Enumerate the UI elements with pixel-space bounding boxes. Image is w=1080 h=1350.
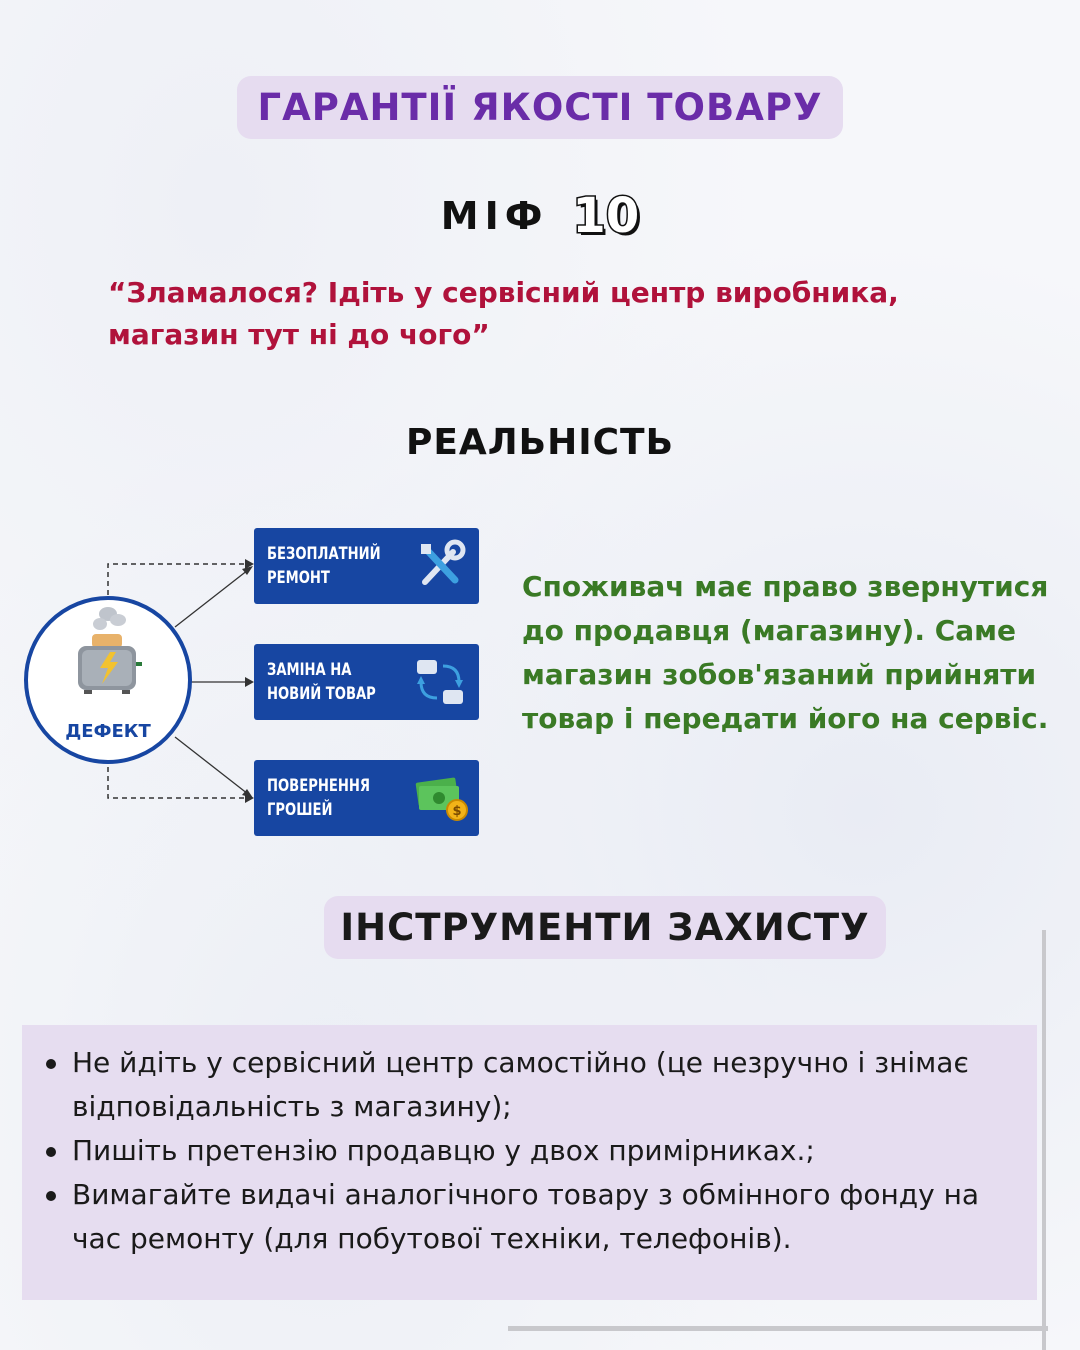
reality-heading: РЕАЛЬНІСТЬ [405, 422, 675, 463]
tools-list-box [22, 1025, 1037, 1300]
myth-quote: “Зламалося? Ідіть у сервісний центр виробника, магазин тут ні до чого” [108, 276, 899, 351]
option-label: ПОВЕРНЕННЯ ГРОШЕЙ [267, 776, 370, 820]
option-replacement [254, 644, 479, 720]
tools-icon [413, 538, 469, 594]
option-label: ЗАМІНА НА НОВИЙ ТОВАР [267, 660, 376, 704]
header-title: ГАРАНТІЇ ЯКОСТІ ТОВАРУ [237, 76, 843, 139]
toaster-icon [70, 602, 150, 702]
option-label: БЕЗОПЛАТНИЙ РЕМОНТ [267, 544, 381, 588]
remedy-diagram [20, 522, 490, 842]
myth-number: 10 [572, 188, 640, 244]
tools-heading: ІНСТРУМЕНТИ ЗАХИСТУ [324, 896, 886, 959]
myth-label: МІФ [440, 194, 549, 238]
horizontal-scrollbar[interactable] [508, 1326, 1048, 1331]
svg-text:$: $ [452, 804, 462, 819]
defect-label: ДЕФЕКТ [65, 721, 151, 742]
vertical-scrollbar[interactable] [1042, 930, 1046, 1350]
list-item: Вимагайте видачі аналогічного товару з обмінного фонду на час ремонту (для побутової техніки, телефонів). [72, 1173, 1037, 1261]
list-item: Не йдіть у сервісний центр самостійно (це незручно і знімає відповідальність з магазину); [72, 1041, 1037, 1129]
list-item: Пишіть претензію продавцю у двох примірниках.; [72, 1129, 1037, 1173]
tools-list [22, 1025, 1037, 1261]
reality-text: Споживач має право звернутися до продавця (магазину). Саме магазин зобов'язаний прийняти товар і передати його на сервіс. [522, 570, 1049, 735]
money-icon [413, 770, 469, 826]
exchange-icon [413, 654, 469, 710]
myth-heading [0, 188, 1080, 244]
option-free-repair [254, 528, 479, 604]
option-refund [254, 760, 479, 836]
